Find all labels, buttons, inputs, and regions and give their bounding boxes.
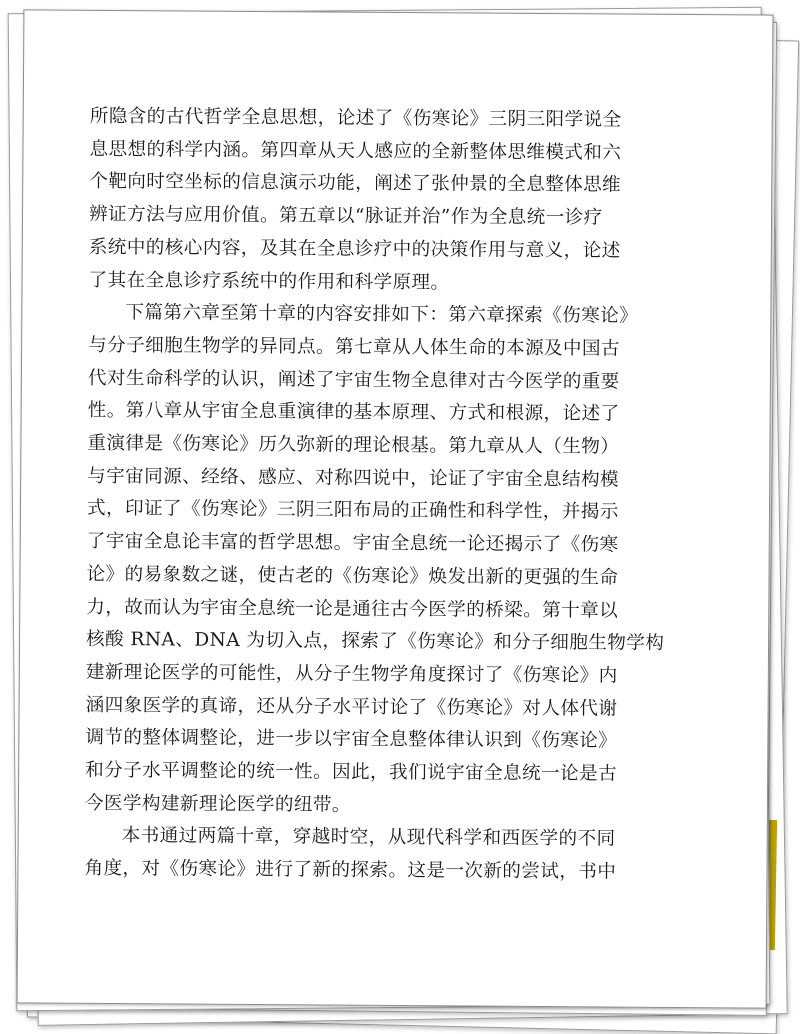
text-line: 与分子细胞生物学的异同点。第七章从人体生命的本源及中国古 [88,334,621,360]
body-text [84,101,665,890]
text-line: 重演律是《伤寒论》历久弥新的理论根基。第九章从人（生物） [87,432,620,458]
text-line: 所隐含的古代哲学全息思想，论述了《伤寒论》三阴三阳学说全 [89,105,622,131]
text-line: 性。第八章从宇宙全息重演律的基本原理、方式和根源，论述了 [87,400,620,425]
paragraph-start-line: 本书通过两篇十章，穿越时空，从现代科学和西医学的不同 [121,825,616,851]
text-line: 息思想的科学内涵。第四章从天人感应的全新整体思维模式和六 [89,138,622,164]
text-line: 今医学构建新理论医学的纽带。 [84,792,351,816]
document-page [17,9,774,1008]
text-line: 调节的整体调整论，进一步以宇宙全息整体律认识到《伤寒论》 [85,727,618,752]
text-line: 论》的易象数之谜，使古老的《伤寒论》焕发出新的更强的生命 [86,563,619,589]
text-line: 角度，对《伤寒论》进行了新的探索。这是一次新的尝试，书中 [84,858,617,883]
text-line: 力，故而认为宇宙全息统一论是通往古今医学的桥梁。第十章以 [86,596,619,622]
text-line: 与宇宙同源、经络、感应、对称四说中，论证了宇宙全息结构模 [87,465,620,491]
text-line: 涵四象医学的真谛，还从分子水平讨论了《伤寒论》对人体代谢 [85,694,618,720]
text-line: 辨证方法与应用价值。第五章以“脉证并治”作为全息统一诊疗 [88,203,603,229]
text-line: 系统中的核心内容，及其在全息诊疗中的决策作用与意义，论述 [88,236,621,262]
text-line: 核酸 RNA、DNA 为切入点，探索了《伤寒论》和分子细胞生物学构 [86,629,665,655]
text-line: 式，印证了《伤寒论》三阴三阳布局的正确性和科学性，并揭示 [86,498,619,523]
paragraph-start-line: 下篇第六章至第十章的内容安排如下：第六章探索《伤寒论》 [125,302,639,327]
text-line: 了其在全息诊疗系统中的作用和科学原理。 [88,269,450,293]
text-line: 和分子水平调整论的统一性。因此，我们说宇宙全息统一论是古 [85,759,618,785]
text-line: 建新理论医学的可能性，从分子生物学角度探讨了《伤寒论》内 [85,661,618,687]
text-line: 代对生命科学的认识，阐述了宇宙生物全息律对古今医学的重要 [87,367,620,393]
text-line: 了宇宙全息论丰富的哲学思想。宇宙全息统一论还揭示了《伤寒 [86,530,619,556]
text-line: 个靶向时空坐标的信息演示功能，阐述了张仲景的全息整体思维 [89,171,622,196]
